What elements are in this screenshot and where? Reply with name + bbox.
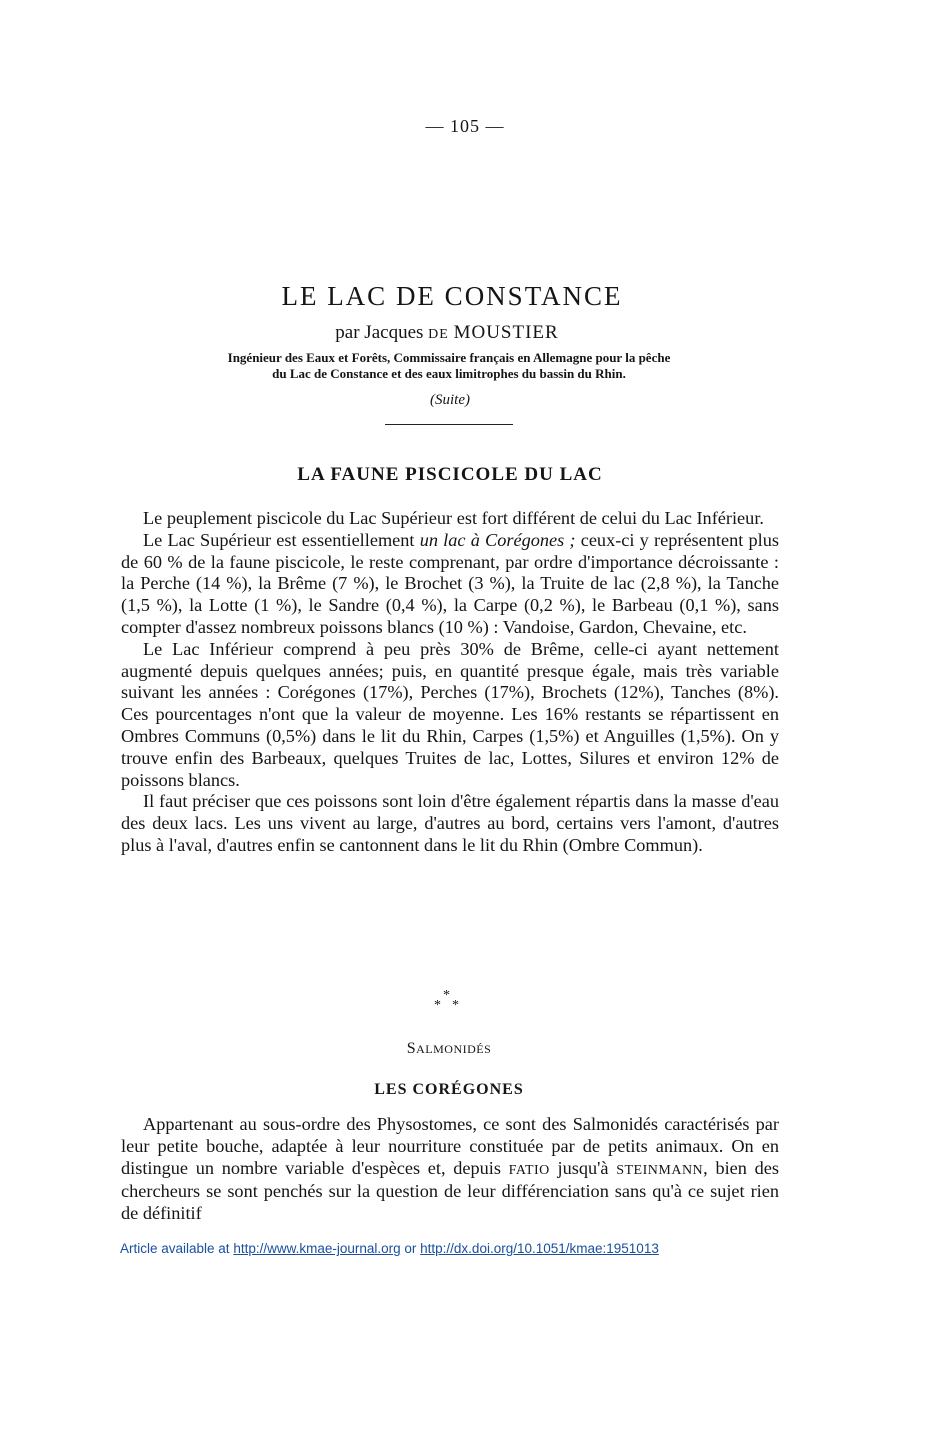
paragraph <box>121 530 779 639</box>
footer-middle: or <box>400 1241 421 1256</box>
family-heading <box>0 1040 898 1058</box>
section-body-coregones <box>121 1114 779 1225</box>
paragraph-text: jusqu'à <box>549 1157 617 1178</box>
footer-prefix: Article available at <box>120 1241 234 1256</box>
paragraph-text: ceux-ci y représentent plus de 60 % de la faune piscicole, le reste comprenant, par ordre d'importance décroissante : la Perche (14 %), la Brême (7 %), le Brochet (3 %), la Truite de lac (2,8 %), la Tanche (1,5 %), la Lotte (1 %), le Sandre (0,4 %), la Carpe (0,2 %), le Barbeau (0,1 %), sans compter d'assez nombreux poissons blancs (10 %) : Vandoise, Gardon, Chevaine, etc. <box>121 529 780 637</box>
author-name-steinmann: STEINMANN <box>616 1162 704 1178</box>
byline-prefix: par Jacques <box>335 322 429 343</box>
affiliation-line-1: Ingénieur des Eaux et Forêts, Commissaire français en Allemagne pour la pêche <box>227 350 671 365</box>
doi-link[interactable]: http://dx.doi.org/10.1051/kmae:1951013 <box>420 1241 659 1256</box>
continuation-note: (Suite) <box>430 392 470 408</box>
author-affiliation <box>0 350 898 382</box>
title-divider <box>385 424 513 425</box>
emphasis-text: un lac à Corégones ; <box>419 529 576 550</box>
asterism-star: * <box>434 998 441 1013</box>
byline <box>0 322 894 344</box>
asterism-separator <box>431 988 465 1018</box>
journal-link[interactable]: http://www.kmae-journal.org <box>233 1241 401 1256</box>
paragraph: Il faut préciser que ces poissons sont loin d'être également répartis dans la masse d'eau des deux lacs. Les uns vivent au large, d'autres au bord, certains vers l'amont, d'autres plus à l'aval, d'autres enfin se cantonnent dans le lit du Rhin (Ombre Commun). <box>121 791 779 855</box>
asterism-star: * <box>443 988 450 1003</box>
byline-surname: MOUSTIER <box>453 322 559 343</box>
section-body-faune <box>121 508 779 857</box>
section-heading-coregones: LES CORÉGONES <box>374 1081 524 1098</box>
article-availability-footer <box>120 1241 659 1256</box>
asterism-star: * <box>452 998 459 1013</box>
paragraph: Le peuplement piscicole du Lac Supérieur est fort différent de celui du Lac Inférieur. <box>143 508 764 528</box>
paragraph-text: Appartenant au sous-ordre des Physostomes, ce sont des Salmonidés caractérisés par leur petite bouche, adaptée à leur nourriture constituée par de petits animaux. On en distingue un nombre variable d'espèces et, depuis <box>121 1114 779 1178</box>
article-title: LE LAC DE CONSTANCE <box>281 281 623 311</box>
byline-particle: DE <box>428 327 449 342</box>
paragraph: Le Lac Inférieur comprend à peu près 30% de Brême, celle-ci ayant nettement augmenté depuis quelques années; puis, en quantité presque égale, mais très variable suivant les années : Corégones (17%), Perches (17%), Brochets (12%), Tanches (8%). Ces pourcentages n'ont que la valeur de moyenne. Les 16% restants se répartissent en Ombres Communs (0,5%) dans le lit du Rhin, Carpes (1,5%) et Anguilles (1,5%). On y trouve enfin des Barbeaux, quelques Truites de lac, Lottes, Silures et environ 12% de poissons blancs. <box>121 638 779 790</box>
paragraph <box>121 1114 779 1225</box>
author-name-fatio: FATIO <box>508 1162 550 1178</box>
paragraph-text: Le Lac Supérieur est essentiellement <box>143 529 420 550</box>
page-number: — 105 — <box>425 116 505 136</box>
family-heading-rest: ALMONIDÉS <box>416 1042 492 1056</box>
family-heading-initial: S <box>406 1040 417 1057</box>
affiliation-line-2: du Lac de Constance et des eaux limitrophes du bassin du Rhin. <box>272 366 626 381</box>
section-heading-faune: LA FAUNE PISCICOLE DU LAC <box>297 464 603 485</box>
paragraph-text: , bien des chercheurs se sont penchés sur la question de leur différenciation sans qu'à ce sujet rien de définitif <box>121 1157 779 1224</box>
